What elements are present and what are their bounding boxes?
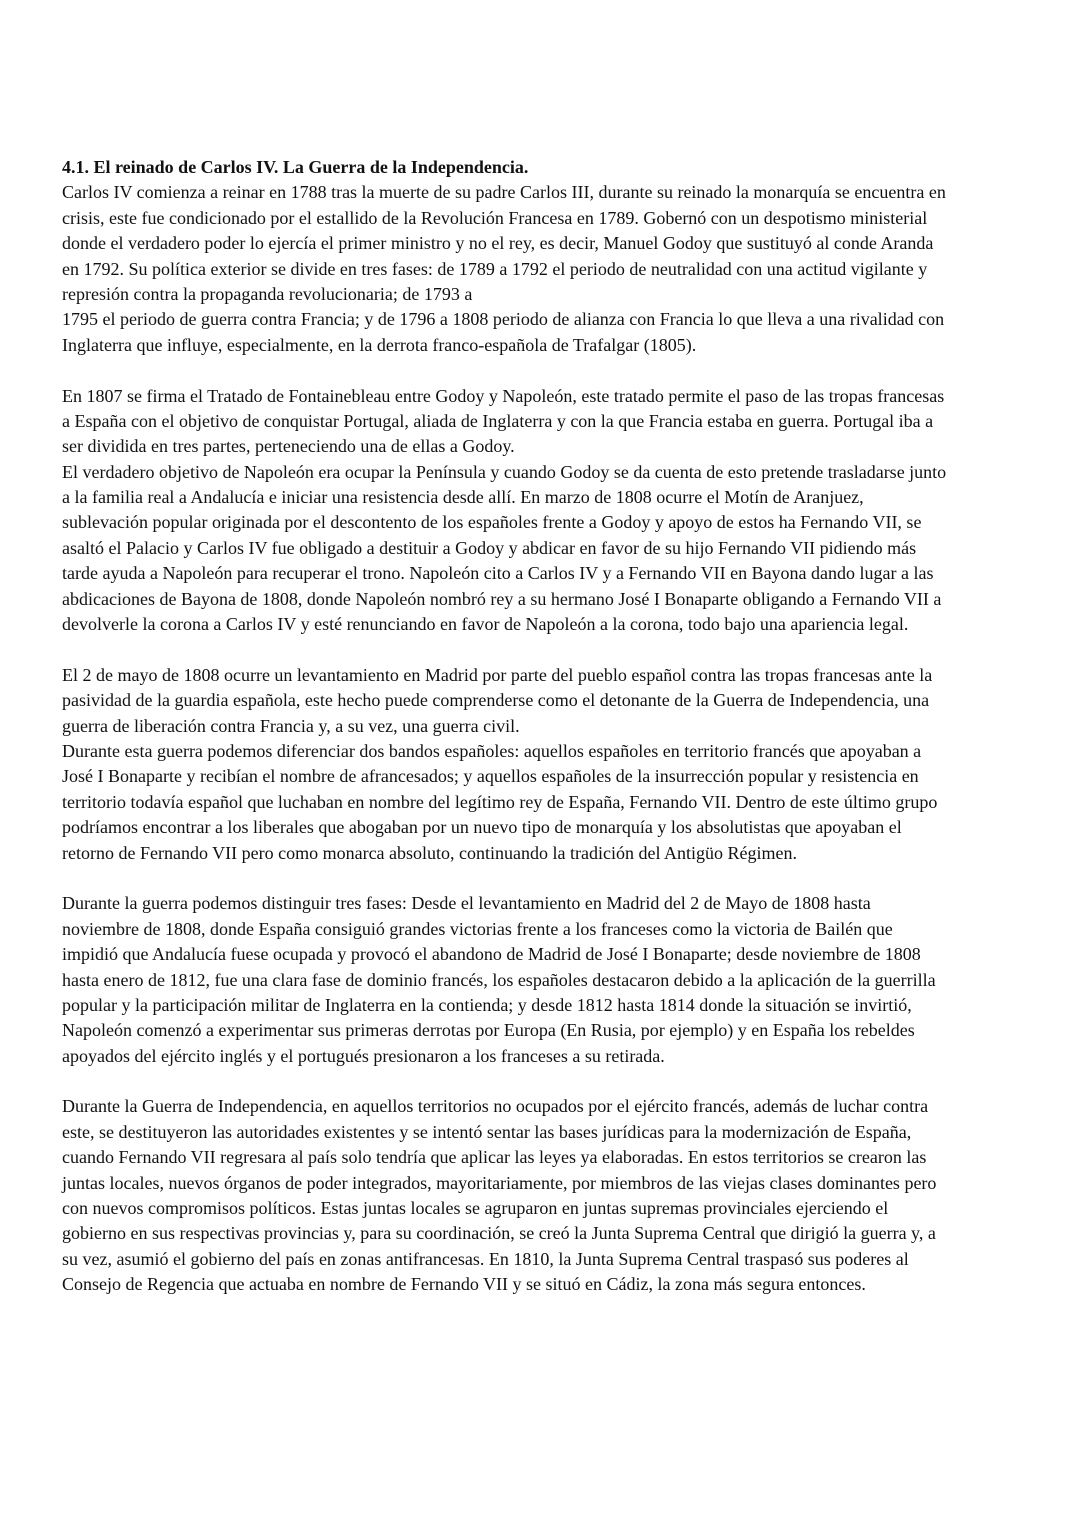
text-line: donde el verdadero poder lo ejercía el primer ministro y no el rey, es decir, Manuel Godoy que sustituyó al conde Aranda: [62, 233, 934, 254]
text-line: pasividad de la guardia española, este hecho puede comprenderse como el detonante de la Guerra de Independencia, una: [62, 690, 930, 711]
text-line: Durante la guerra podemos distinguir tres fases: Desde el levantamiento en Madrid del 2 de Mayo de 1808 hasta: [62, 893, 871, 914]
text-line: tarde ayuda a Napoleón para recuperar el trono. Napoleón cito a Carlos IV y a Fernando VII en Bayona dando lugar a las: [62, 563, 934, 584]
text-line: gobierno en sus respectivas provincias y, para su coordinación, se creó la Junta Suprema Central que dirigió la guerra y, a: [62, 1223, 936, 1244]
text-line: devolverle la corona a Carlos IV y esté renunciando en favor de Napoleón a la corona, todo bajo una apariencia legal.: [62, 614, 909, 635]
text-line: este, se destituyeron las autoridades existentes y se intentó sentar las bases jurídicas para la modernización de España,: [62, 1121, 912, 1142]
paragraph: [62, 1094, 1042, 1297]
section-title: 4.1. El reinado de Carlos IV. La Guerra de la Independencia.: [62, 157, 529, 177]
paragraph: [62, 739, 1042, 866]
text-line: En 1807 se firma el Tratado de Fontainebleau entre Godoy y Napoleón, este tratado permite el paso de las tropas francesas: [62, 385, 945, 406]
paragraph-gap: [62, 866, 1042, 891]
text-line: José I Bonaparte y recibían el nombre de afrancesados; y aquellos españoles de la insurrección popular y resistencia en: [62, 766, 919, 787]
text-line: podríamos encontrar a los liberales que abogaban por un nuevo tipo de monarquía y los absolutistas que apoyaban el: [62, 817, 902, 838]
text-line: popular y la participación militar de Inglaterra en la contienda; y desde 1812 hasta 1814 donde la situación se invirtió,: [62, 994, 912, 1015]
text-line: crisis, este fue condicionado por el estallido de la Revolución Francesa en 1789. Gobernó con un despotismo ministerial: [62, 207, 928, 228]
text-line: retorno de Fernando VII pero como monarca absoluto, continuando la tradición del Antigüo Régimen.: [62, 842, 797, 863]
paragraph: [62, 891, 1042, 1069]
paragraph: [62, 663, 1042, 739]
text-line: apoyados del ejército inglés y el portugués presionaron a los franceses a su retirada.: [62, 1045, 665, 1066]
text-line: impidió que Andalucía fuese ocupada y provocó el abandono de Madrid de José I Bonaparte; desde noviembre de 1808: [62, 944, 921, 965]
text-line: noviembre de 1808, donde España consiguió grandes victorias frente a los franceses como la victoria de Bailén que: [62, 918, 893, 939]
text-line: Inglaterra que influye, especialmente, en la derrota franco-española de Trafalgar (1805).: [62, 334, 697, 355]
text-line: Carlos IV comienza a reinar en 1788 tras la muerte de su padre Carlos III, durante su reinado la monarquía se encuentra en: [62, 182, 946, 203]
text-line: a España con el objetivo de conquistar Portugal, aliada de Inglaterra y con la que Francia estaba en guerra. Portugal iba a: [62, 410, 934, 431]
paragraph: [62, 384, 1042, 460]
text-line: en 1792. Su política exterior se divide en tres fases: de 1789 a 1792 el periodo de neutralidad con una actitud vigilante y: [62, 258, 928, 279]
text-line: asaltó el Palacio y Carlos IV fue obligado a destituir a Godoy y abdicar en favor de su hijo Fernando VII pidiendo más: [62, 537, 917, 558]
text-line: ser dividida en tres partes, perteneciendo una de ellas a Godoy.: [62, 436, 515, 457]
text-line: su vez, asumió el gobierno del país en zonas antifrancesas. En 1810, la Junta Suprema Central traspasó sus poderes al: [62, 1248, 909, 1269]
text-line: hasta enero de 1812, fue una clara fase de dominio francés, los españoles destacaron debido a la aplicación de la guerrilla: [62, 969, 936, 990]
text-line: abdicaciones de Bayona de 1808, donde Napoleón nombró rey a su hermano José I Bonaparte obligando a Fernando VII a: [62, 588, 942, 609]
text-line: sublevación popular originada por el descontento de los españoles frente a Godoy y apoyo de estos ha Fernando VII, se: [62, 512, 922, 533]
text-line: juntas locales, nuevos órganos de poder integrados, mayoritariamente, por miembros de las viejas clases dominantes pero: [62, 1172, 937, 1193]
paragraph-gap: [62, 358, 1042, 383]
paragraph-gap: [62, 637, 1042, 662]
text-line: guerra de liberación contra Francia y, a su vez, una guerra civil.: [62, 715, 520, 736]
text-line: territorio todavía español que luchaban en nombre del legítimo rey de España, Fernando VII. Dentro de este último grupo: [62, 791, 938, 812]
paragraph: [62, 460, 1042, 638]
text-line: con nuevos compromisos políticos. Estas juntas locales se agruparon en juntas supremas provinciales ejerciendo el: [62, 1198, 889, 1219]
text-line: cuando Fernando VII regresara al país solo tendría que aplicar las leyes ya elaboradas. En estos territorios se crearon las: [62, 1147, 927, 1168]
paragraph-gap: [62, 1069, 1042, 1094]
text-line: El verdadero objetivo de Napoleón era ocupar la Península y cuando Godoy se da cuenta de esto pretende trasladarse junto: [62, 461, 947, 482]
paragraph: [62, 180, 1042, 358]
text-line: Durante esta guerra podemos diferenciar dos bandos españoles: aquellos españoles en territorio francés que apoyaban a: [62, 740, 922, 761]
text-line: represión contra la propaganda revolucionaria; de 1793 a: [62, 283, 473, 304]
text-line: Napoleón comenzó a experimentar sus primeras derrotas por Europa (En Rusia, por ejemplo) y en España los rebeldes: [62, 1020, 915, 1041]
text-line: Durante la Guerra de Independencia, en aquellos territorios no ocupados por el ejército francés, además de luchar contra: [62, 1096, 929, 1117]
document-page: [62, 155, 1042, 1298]
text-line: 1795 el periodo de guerra contra Francia; y de 1796 a 1808 periodo de alianza con Francia lo que lleva a una rivalidad con: [62, 309, 945, 330]
text-line: a la familia real a Andalucía e iniciar una resistencia desde allí. En marzo de 1808 ocurre el Motín de Aranjuez,: [62, 487, 864, 508]
text-line: El 2 de mayo de 1808 ocurre un levantamiento en Madrid por parte del pueblo español contra las tropas francesas ante la: [62, 664, 933, 685]
text-line: Consejo de Regencia que actuaba en nombre de Fernando VII y se situó en Cádiz, la zona más segura entonces.: [62, 1274, 866, 1295]
